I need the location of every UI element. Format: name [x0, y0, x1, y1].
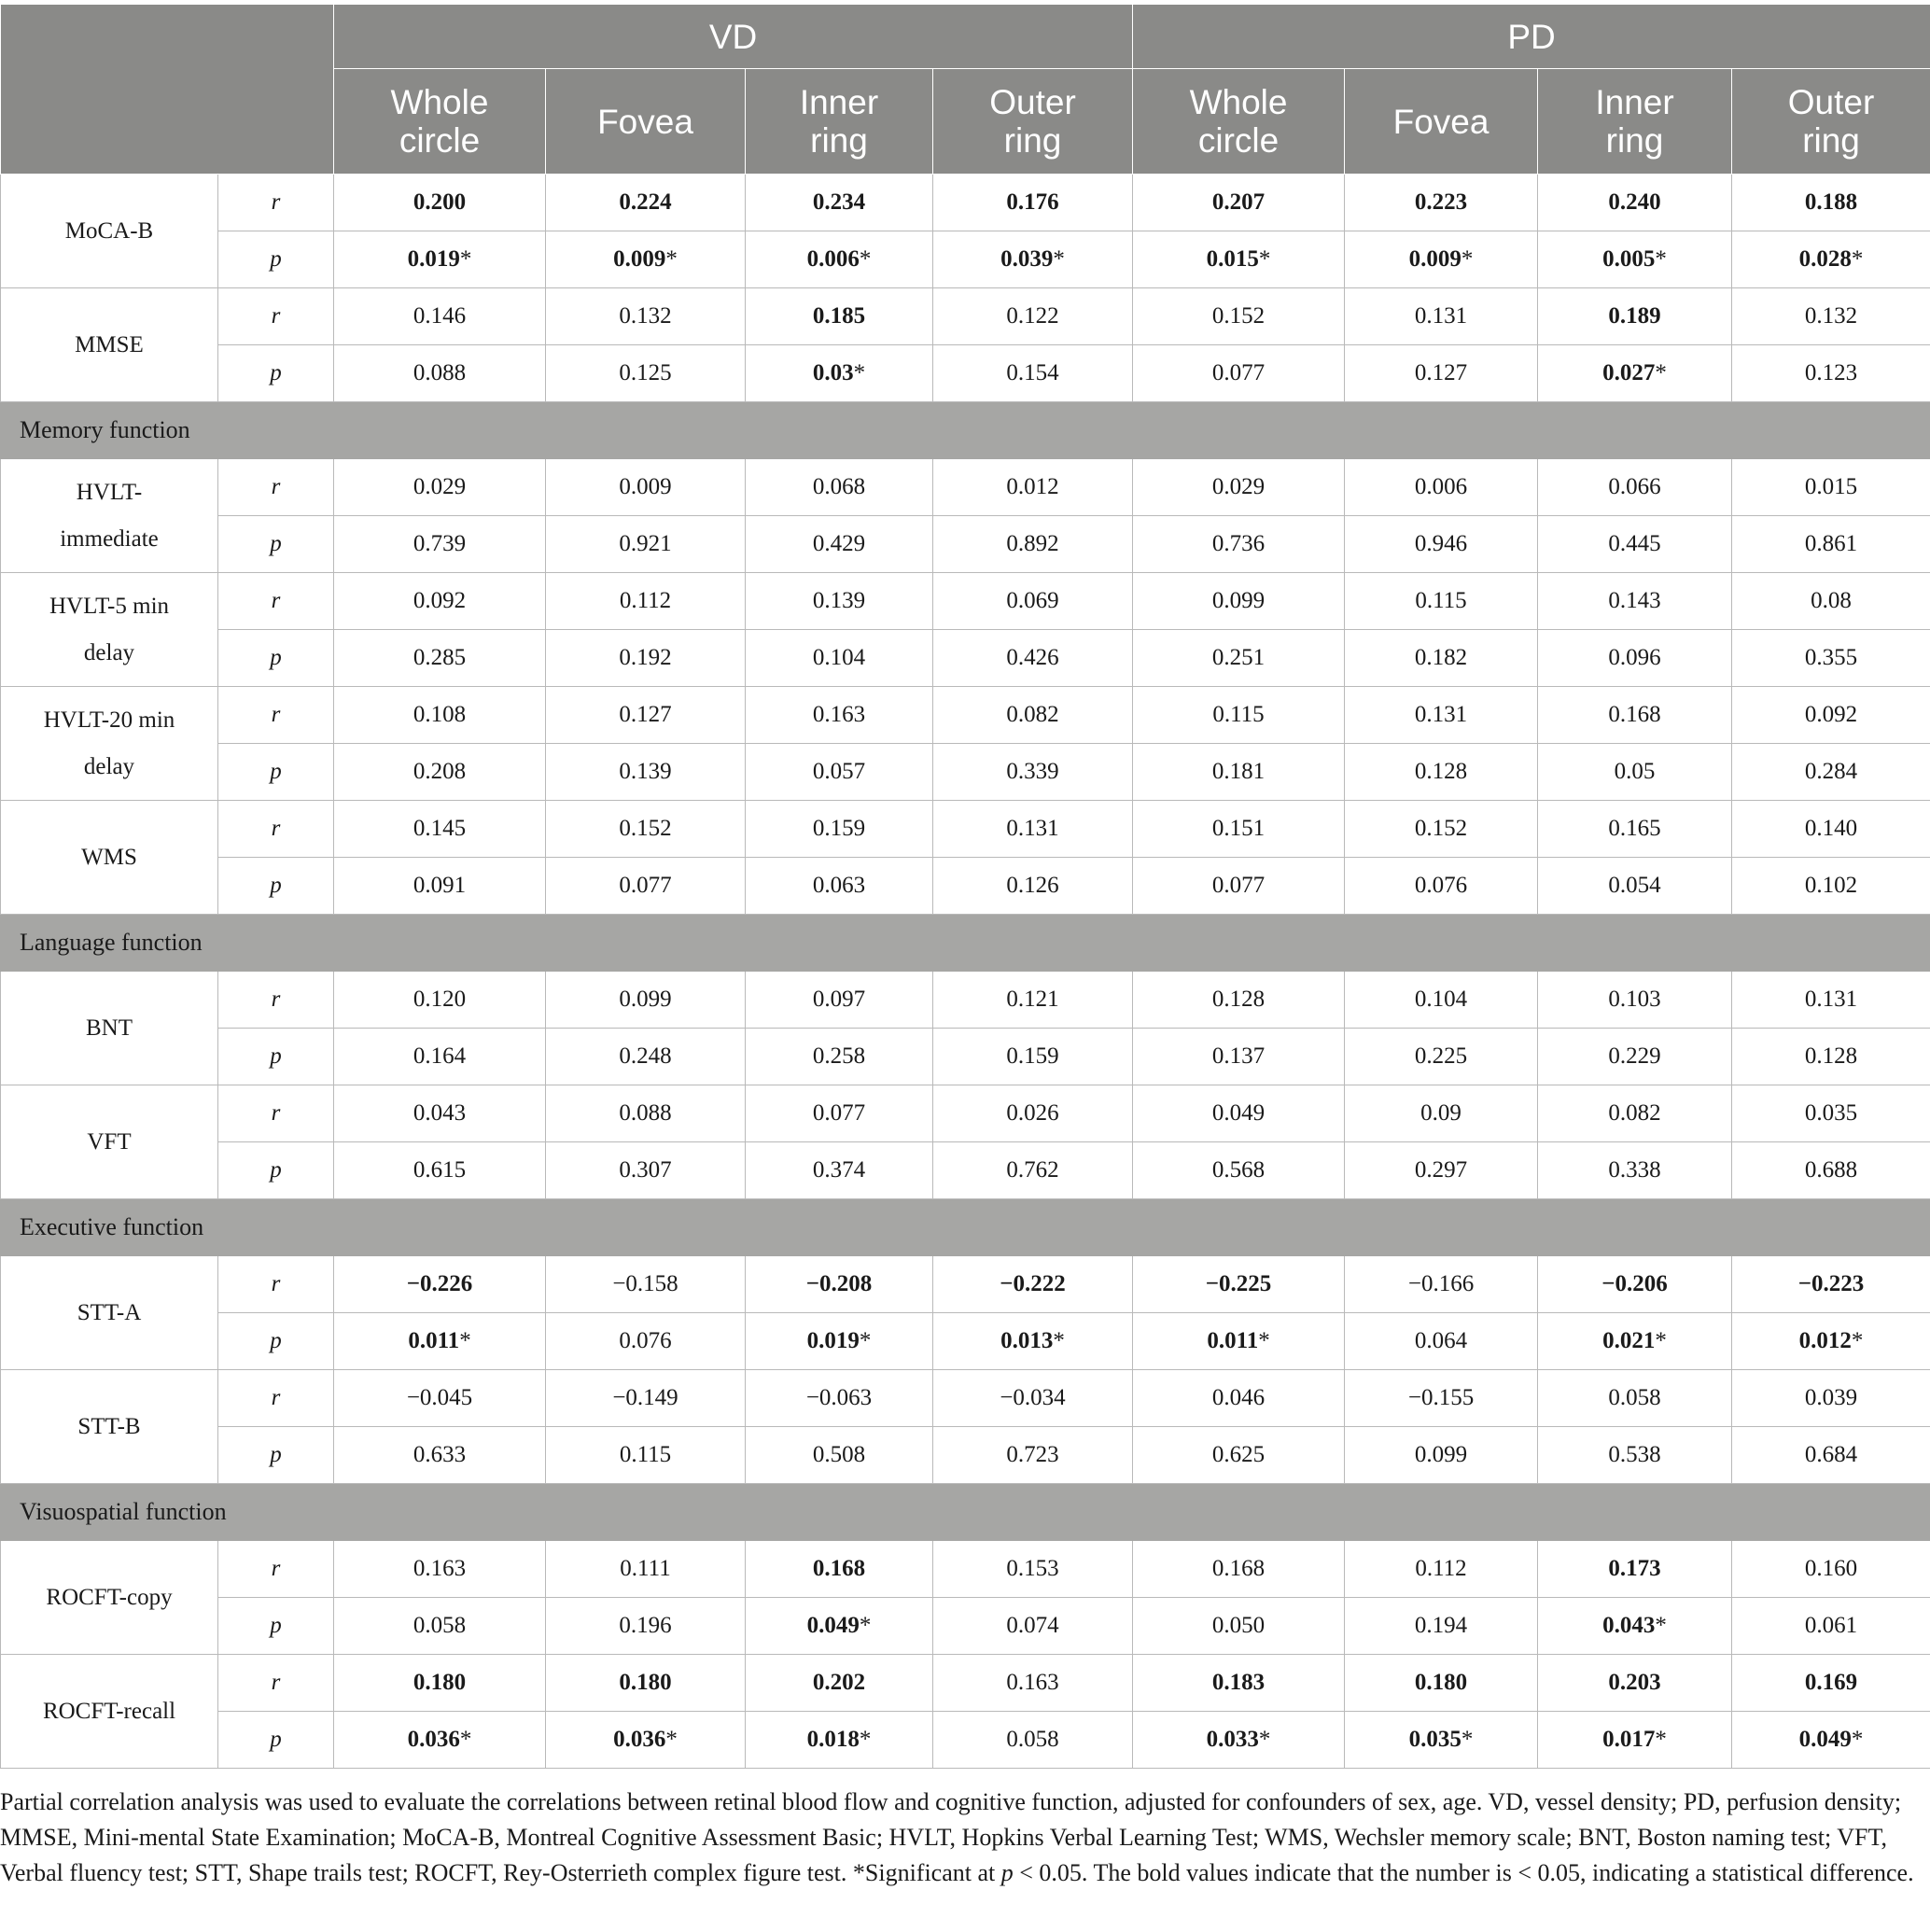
value-cell: 0.108 — [334, 687, 546, 744]
row-label-line: ROCFT-recall — [42, 1698, 176, 1724]
value-cell: 0.122 — [933, 288, 1133, 345]
stat-label-r: r — [218, 175, 334, 231]
value-cell: 0.154 — [933, 345, 1133, 402]
table-row — [1, 744, 1930, 801]
table-row — [1, 288, 1930, 345]
value-cell: 0.009 — [546, 459, 746, 516]
row-label-line: HVLT-5 min — [49, 593, 170, 619]
value-cell: 0.104 — [1345, 972, 1538, 1029]
row-label-line: MoCA-B — [64, 217, 154, 244]
row-label — [1, 1370, 218, 1484]
row-label — [1, 459, 218, 573]
value-cell: 0.011* — [334, 1313, 546, 1370]
value-cell: 0.159 — [933, 1029, 1133, 1085]
stat-label-r: r — [218, 1085, 334, 1142]
stat-label-r: r — [218, 1541, 334, 1598]
stat-label-r: r — [218, 1370, 334, 1427]
value-cell: 0.092 — [334, 573, 546, 630]
value-cell: 0.011* — [1133, 1313, 1345, 1370]
value-cell: 0.568 — [1133, 1142, 1345, 1199]
value-cell: 0.036* — [334, 1712, 546, 1769]
value-cell: 0.285 — [334, 630, 546, 687]
table-row — [1, 1142, 1930, 1199]
table-row — [1, 1370, 1930, 1427]
value-cell: 0.125 — [546, 345, 746, 402]
table-row — [1, 630, 1930, 687]
value-cell: 0.229 — [1538, 1029, 1732, 1085]
value-cell: 0.132 — [546, 288, 746, 345]
value-cell: 0.077 — [746, 1085, 933, 1142]
value-cell: 0.234 — [746, 175, 933, 231]
table-row — [1, 231, 1930, 288]
value-cell: 0.169 — [1732, 1655, 1930, 1712]
header-vd-outer-ring: Outer ring — [933, 69, 1133, 175]
value-cell: 0.132 — [1732, 288, 1930, 345]
stat-label-r: r — [218, 573, 334, 630]
value-cell: 0.921 — [546, 516, 746, 573]
value-cell: 0.017* — [1538, 1712, 1732, 1769]
value-cell: 0.058 — [334, 1598, 546, 1655]
row-label — [1, 1256, 218, 1370]
value-cell: 0.05 — [1538, 744, 1732, 801]
value-cell: −0.158 — [546, 1256, 746, 1313]
row-label-line: delay — [83, 639, 135, 665]
value-cell: 0.248 — [546, 1029, 746, 1085]
row-label — [1, 1655, 218, 1769]
header-pd-inner-ring: Inner ring — [1538, 69, 1732, 175]
value-cell: 0.039* — [933, 231, 1133, 288]
value-cell: 0.128 — [1345, 744, 1538, 801]
stat-label-r: r — [218, 972, 334, 1029]
value-cell: 0.009* — [1345, 231, 1538, 288]
table-row — [1, 1256, 1930, 1313]
value-cell: 0.173 — [1538, 1541, 1732, 1598]
row-label-line: ROCFT-copy — [46, 1584, 173, 1610]
value-cell: 0.164 — [334, 1029, 546, 1085]
value-cell: −0.208 — [746, 1256, 933, 1313]
header-vd-fovea: Fovea — [546, 69, 746, 175]
stat-label-r: r — [218, 459, 334, 516]
value-cell: 0.115 — [546, 1427, 746, 1484]
table-row — [1, 345, 1930, 402]
value-cell: 0.208 — [334, 744, 546, 801]
value-cell: 0.112 — [546, 573, 746, 630]
row-label — [1, 573, 218, 687]
row-label — [1, 288, 218, 402]
value-cell: 0.082 — [1538, 1085, 1732, 1142]
table-footnote: Partial correlation analysis was used to evaluate the correlations between retinal blood flow and cognitive function, adjusted for confounders of sex, age. VD, vessel density; PD, perfusion density; MMSE, Mini-mental State Examination; MoCA-B, Montreal Cognitive Assessment Basic; HVLT, Hopkins Verbal Learning Test; WMS, Wechsler memory scale; BNT, Boston naming test; VFT, Verbal fluency test; STT, Shape trails test; ROCFT, Rey-Osterrieth complex figure test. *Significant at p < 0.05. The bold values indicate that the number is < 0.05, indicating a statistical difference. — [0, 1788, 1914, 1886]
stat-label-p: p — [218, 516, 334, 573]
row-label — [1, 1541, 218, 1655]
value-cell: 0.015* — [1133, 231, 1345, 288]
value-cell: −0.149 — [546, 1370, 746, 1427]
value-cell: 0.861 — [1732, 516, 1930, 573]
value-cell: 0.176 — [933, 175, 1133, 231]
stat-label-p: p — [218, 1029, 334, 1085]
value-cell: 0.005* — [1538, 231, 1732, 288]
value-cell: 0.018* — [746, 1712, 933, 1769]
value-cell: 0.029 — [1133, 459, 1345, 516]
table-row — [1, 972, 1930, 1029]
value-cell: 0.183 — [1133, 1655, 1345, 1712]
value-cell: −0.155 — [1345, 1370, 1538, 1427]
correlation-table — [0, 4, 1930, 1769]
value-cell: 0.054 — [1538, 858, 1732, 915]
value-cell: 0.140 — [1732, 801, 1930, 858]
stat-label-r: r — [218, 1256, 334, 1313]
value-cell: 0.508 — [746, 1427, 933, 1484]
value-cell: −0.063 — [746, 1370, 933, 1427]
value-cell: 0.160 — [1732, 1541, 1930, 1598]
value-cell: 0.099 — [1133, 573, 1345, 630]
header-corner — [1, 5, 334, 175]
stat-label-p: p — [218, 1313, 334, 1370]
header-pd-whole-circle: Whole circle — [1133, 69, 1345, 175]
value-cell: 0.088 — [546, 1085, 746, 1142]
stat-label-p: p — [218, 1427, 334, 1484]
value-cell: 0.064 — [1345, 1313, 1538, 1370]
table-header — [1, 5, 1930, 175]
section-label: Memory function — [1, 402, 1930, 459]
row-label-line: STT-B — [77, 1413, 141, 1439]
value-cell: 0.139 — [746, 573, 933, 630]
value-cell: 0.115 — [1345, 573, 1538, 630]
value-cell: 0.307 — [546, 1142, 746, 1199]
value-cell: 0.892 — [933, 516, 1133, 573]
value-cell: 0.159 — [746, 801, 933, 858]
value-cell: 0.126 — [933, 858, 1133, 915]
stat-label-p: p — [218, 1142, 334, 1199]
value-cell: 0.063 — [746, 858, 933, 915]
row-label-line: WMS — [81, 844, 137, 870]
value-cell: 0.297 — [1345, 1142, 1538, 1199]
value-cell: 0.099 — [546, 972, 746, 1029]
value-cell: 0.131 — [933, 801, 1133, 858]
value-cell: 0.012 — [933, 459, 1133, 516]
value-cell: 0.143 — [1538, 573, 1732, 630]
value-cell: 0.029 — [334, 459, 546, 516]
section-row — [1, 1199, 1930, 1256]
value-cell: 0.194 — [1345, 1598, 1538, 1655]
table-row — [1, 516, 1930, 573]
value-cell: 0.08 — [1732, 573, 1930, 630]
value-cell: −0.206 — [1538, 1256, 1732, 1313]
value-cell: 0.077 — [1133, 858, 1345, 915]
table-row — [1, 1029, 1930, 1085]
value-cell: 0.046 — [1133, 1370, 1345, 1427]
value-cell: 0.097 — [746, 972, 933, 1029]
value-cell: 0.188 — [1732, 175, 1930, 231]
value-cell: 0.185 — [746, 288, 933, 345]
row-label-line: VFT — [87, 1128, 132, 1155]
value-cell: 0.168 — [746, 1541, 933, 1598]
table-row — [1, 175, 1930, 231]
value-cell: 0.168 — [1133, 1541, 1345, 1598]
value-cell: 0.076 — [546, 1313, 746, 1370]
header-vd-inner-ring: Inner ring — [746, 69, 933, 175]
value-cell: 0.033* — [1133, 1712, 1345, 1769]
value-cell: 0.625 — [1133, 1427, 1345, 1484]
row-label — [1, 801, 218, 915]
value-cell: 0.180 — [546, 1655, 746, 1712]
value-cell: 0.374 — [746, 1142, 933, 1199]
value-cell: 0.762 — [933, 1142, 1133, 1199]
table-body — [1, 175, 1930, 1769]
table-row — [1, 1541, 1930, 1598]
value-cell: 0.115 — [1133, 687, 1345, 744]
row-label-line: HVLT-20 min — [43, 707, 175, 733]
value-cell: 0.192 — [546, 630, 746, 687]
value-cell: 0.128 — [1732, 1029, 1930, 1085]
value-cell: 0.013* — [933, 1313, 1133, 1370]
value-cell: 0.127 — [546, 687, 746, 744]
value-cell: 0.180 — [334, 1655, 546, 1712]
value-cell: 0.163 — [746, 687, 933, 744]
value-cell: 0.104 — [746, 630, 933, 687]
value-cell: 0.019* — [746, 1313, 933, 1370]
value-cell: 0.224 — [546, 175, 746, 231]
value-cell: 0.123 — [1732, 345, 1930, 402]
section-label: Language function — [1, 915, 1930, 972]
value-cell: 0.152 — [1345, 801, 1538, 858]
value-cell: 0.077 — [1133, 345, 1345, 402]
value-cell: 0.066 — [1538, 459, 1732, 516]
stat-label-p: p — [218, 630, 334, 687]
value-cell: 0.112 — [1345, 1541, 1538, 1598]
value-cell: 0.074 — [933, 1598, 1133, 1655]
value-cell: 0.039 — [1732, 1370, 1930, 1427]
value-cell: −0.223 — [1732, 1256, 1930, 1313]
value-cell: 0.203 — [1538, 1655, 1732, 1712]
value-cell: 0.152 — [546, 801, 746, 858]
value-cell: −0.222 — [933, 1256, 1133, 1313]
value-cell: 0.445 — [1538, 516, 1732, 573]
row-label-line: STT-A — [77, 1299, 142, 1325]
value-cell: 0.339 — [933, 744, 1133, 801]
value-cell: 0.096 — [1538, 630, 1732, 687]
stat-label-r: r — [218, 687, 334, 744]
value-cell: 0.723 — [933, 1427, 1133, 1484]
value-cell: 0.128 — [1133, 972, 1345, 1029]
row-label — [1, 687, 218, 801]
value-cell: 0.035* — [1345, 1712, 1538, 1769]
value-cell: 0.049* — [1732, 1712, 1930, 1769]
value-cell: 0.196 — [546, 1598, 746, 1655]
value-cell: 0.120 — [334, 972, 546, 1029]
value-cell: 0.03* — [746, 345, 933, 402]
value-cell: 0.082 — [933, 687, 1133, 744]
value-cell: 0.006 — [1345, 459, 1538, 516]
value-cell: 0.036* — [546, 1712, 746, 1769]
stat-label-p: p — [218, 744, 334, 801]
stat-label-p: p — [218, 231, 334, 288]
value-cell: 0.127 — [1345, 345, 1538, 402]
value-cell: 0.202 — [746, 1655, 933, 1712]
value-cell: −0.226 — [334, 1256, 546, 1313]
value-cell: 0.152 — [1133, 288, 1345, 345]
value-cell: 0.049* — [746, 1598, 933, 1655]
table-row — [1, 1313, 1930, 1370]
row-label — [1, 175, 218, 288]
value-cell: 0.946 — [1345, 516, 1538, 573]
value-cell: 0.012* — [1732, 1313, 1930, 1370]
value-cell: 0.251 — [1133, 630, 1345, 687]
value-cell: 0.043* — [1538, 1598, 1732, 1655]
value-cell: 0.131 — [1732, 972, 1930, 1029]
value-cell: 0.258 — [746, 1029, 933, 1085]
value-cell: 0.633 — [334, 1427, 546, 1484]
value-cell: 0.035 — [1732, 1085, 1930, 1142]
header-pd-outer-ring: Outer ring — [1732, 69, 1930, 175]
stat-label-r: r — [218, 1655, 334, 1712]
table-row — [1, 1085, 1930, 1142]
value-cell: 0.145 — [334, 801, 546, 858]
value-cell: 0.068 — [746, 459, 933, 516]
value-cell: 0.019* — [334, 231, 546, 288]
value-cell: 0.736 — [1133, 516, 1345, 573]
stat-label-p: p — [218, 1712, 334, 1769]
value-cell: 0.538 — [1538, 1427, 1732, 1484]
value-cell: 0.026 — [933, 1085, 1133, 1142]
value-cell: −0.034 — [933, 1370, 1133, 1427]
value-cell: 0.076 — [1345, 858, 1538, 915]
value-cell: 0.240 — [1538, 175, 1732, 231]
value-cell: 0.131 — [1345, 288, 1538, 345]
row-label — [1, 972, 218, 1085]
value-cell: 0.058 — [1538, 1370, 1732, 1427]
value-cell: 0.027* — [1538, 345, 1732, 402]
value-cell: 0.284 — [1732, 744, 1930, 801]
value-cell: 0.091 — [334, 858, 546, 915]
section-label: Visuospatial function — [1, 1484, 1930, 1541]
header-vd: VD — [334, 5, 1133, 69]
value-cell: 0.121 — [933, 972, 1133, 1029]
table-row — [1, 1427, 1930, 1484]
value-cell: 0.021* — [1538, 1313, 1732, 1370]
value-cell: 0.057 — [746, 744, 933, 801]
table-row — [1, 801, 1930, 858]
value-cell: 0.168 — [1538, 687, 1732, 744]
value-cell: 0.092 — [1732, 687, 1930, 744]
value-cell: 0.050 — [1133, 1598, 1345, 1655]
row-label-line: delay — [83, 753, 135, 779]
value-cell: 0.739 — [334, 516, 546, 573]
value-cell: 0.225 — [1345, 1029, 1538, 1085]
value-cell: −0.225 — [1133, 1256, 1345, 1313]
table-row — [1, 459, 1930, 516]
value-cell: 0.077 — [546, 858, 746, 915]
table-row — [1, 1655, 1930, 1712]
value-cell: 0.015 — [1732, 459, 1930, 516]
value-cell: 0.088 — [334, 345, 546, 402]
section-label: Executive function — [1, 1199, 1930, 1256]
value-cell: 0.684 — [1732, 1427, 1930, 1484]
header-vd-whole-circle: Whole circle — [334, 69, 546, 175]
value-cell: 0.043 — [334, 1085, 546, 1142]
value-cell: 0.09 — [1345, 1085, 1538, 1142]
value-cell: 0.099 — [1345, 1427, 1538, 1484]
value-cell: −0.166 — [1345, 1256, 1538, 1313]
section-row — [1, 1484, 1930, 1541]
value-cell: 0.111 — [546, 1541, 746, 1598]
row-label-line: MMSE — [75, 331, 144, 357]
value-cell: 0.180 — [1345, 1655, 1538, 1712]
value-cell: 0.137 — [1133, 1029, 1345, 1085]
value-cell: 0.009* — [546, 231, 746, 288]
header-pd-fovea: Fovea — [1345, 69, 1538, 175]
value-cell: 0.151 — [1133, 801, 1345, 858]
table-row — [1, 1598, 1930, 1655]
row-label — [1, 1085, 218, 1199]
table-row — [1, 573, 1930, 630]
value-cell: 0.139 — [546, 744, 746, 801]
value-cell: −0.045 — [334, 1370, 546, 1427]
stat-label-r: r — [218, 801, 334, 858]
value-cell: 0.207 — [1133, 175, 1345, 231]
value-cell: 0.200 — [334, 175, 546, 231]
value-cell: 0.688 — [1732, 1142, 1930, 1199]
value-cell: 0.028* — [1732, 231, 1930, 288]
value-cell: 0.163 — [334, 1541, 546, 1598]
value-cell: 0.163 — [933, 1655, 1133, 1712]
table-row — [1, 687, 1930, 744]
value-cell: 0.189 — [1538, 288, 1732, 345]
value-cell: 0.182 — [1345, 630, 1538, 687]
value-cell: 0.102 — [1732, 858, 1930, 915]
row-label-line: BNT — [86, 1015, 133, 1041]
value-cell: 0.355 — [1732, 630, 1930, 687]
value-cell: 0.049 — [1133, 1085, 1345, 1142]
stat-label-p: p — [218, 858, 334, 915]
value-cell: 0.153 — [933, 1541, 1133, 1598]
section-row — [1, 402, 1930, 459]
stat-label-r: r — [218, 288, 334, 345]
table-row — [1, 858, 1930, 915]
value-cell: 0.146 — [334, 288, 546, 345]
row-label-line: immediate — [60, 525, 159, 552]
value-cell: 0.061 — [1732, 1598, 1930, 1655]
table-row — [1, 1712, 1930, 1769]
value-cell: 0.131 — [1345, 687, 1538, 744]
value-cell: 0.426 — [933, 630, 1133, 687]
value-cell: 0.006* — [746, 231, 933, 288]
value-cell: 0.165 — [1538, 801, 1732, 858]
header-pd: PD — [1133, 5, 1930, 69]
value-cell: 0.429 — [746, 516, 933, 573]
value-cell: 0.181 — [1133, 744, 1345, 801]
stat-label-p: p — [218, 1598, 334, 1655]
value-cell: 0.069 — [933, 573, 1133, 630]
value-cell: 0.058 — [933, 1712, 1133, 1769]
section-row — [1, 915, 1930, 972]
value-cell: 0.615 — [334, 1142, 546, 1199]
value-cell: 0.338 — [1538, 1142, 1732, 1199]
value-cell: 0.103 — [1538, 972, 1732, 1029]
value-cell: 0.223 — [1345, 175, 1538, 231]
stat-label-p: p — [218, 345, 334, 402]
row-label-line: HVLT- — [76, 479, 143, 505]
